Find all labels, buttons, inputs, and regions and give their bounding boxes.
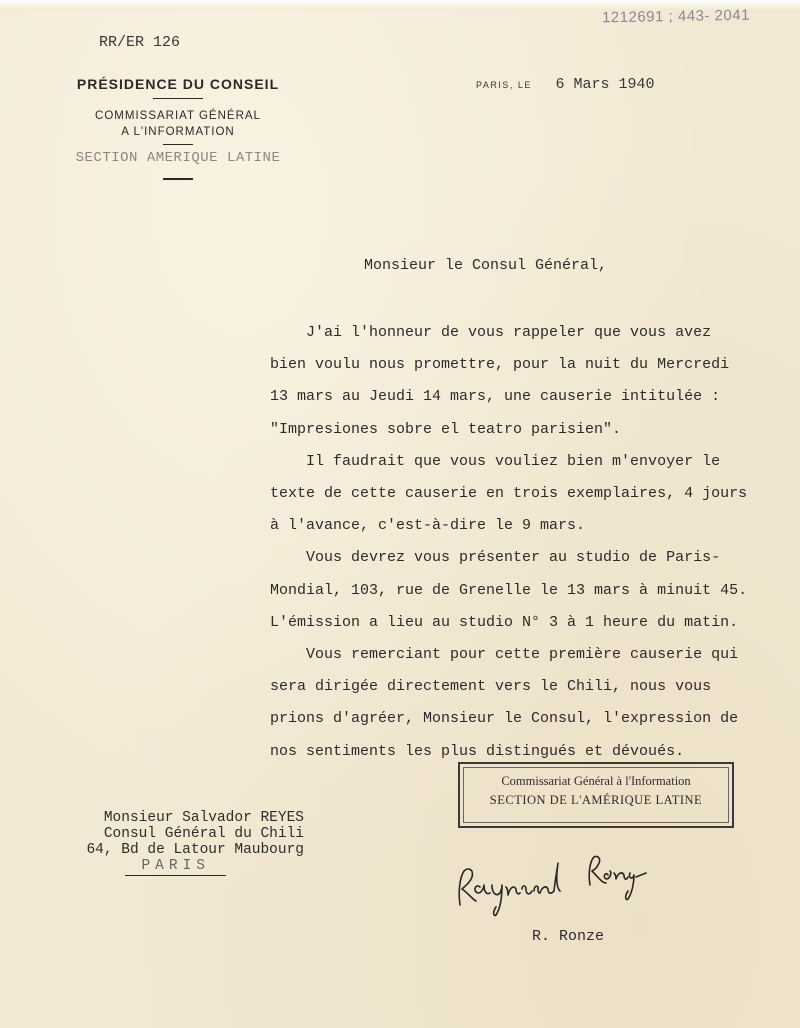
date-prefix: PARIS, LE: [476, 80, 532, 90]
letterhead-subtitle-1: COMMISSARIAT GÉNÉRAL: [95, 110, 261, 122]
stamp-line-1: Commissariat Général à l'Information: [501, 774, 691, 788]
stamp-line-2: SECTION DE L'AMÉRIQUE LATINE: [489, 793, 703, 807]
addressee-block: [59, 810, 304, 876]
letterhead-divider-3: [163, 178, 193, 180]
letterhead-section: SECTION AMERIQUE LATINE: [75, 150, 281, 166]
letterhead: [40, 76, 316, 180]
letterhead-title: PRÉSIDENCE DU CONSEIL: [76, 76, 280, 92]
archive-number: 1212691 ; 443- 2041: [601, 6, 751, 27]
letterhead-divider: [153, 98, 203, 99]
addressee-title: Consul Général du Chili: [103, 826, 304, 842]
official-stamp: [458, 762, 734, 828]
reference-code: RR/ER 126: [99, 34, 181, 51]
addressee-city: PARIS: [125, 858, 226, 876]
addressee-street: 64, Bd de Latour Maubourg: [86, 842, 304, 858]
date-line: [476, 75, 655, 93]
signer-name: R. Ronze: [532, 928, 605, 945]
letterhead-subtitle-2: A L'INFORMATION: [121, 126, 235, 138]
stamp-inner-border: [463, 767, 729, 823]
handwritten-signature: [452, 843, 672, 923]
letterhead-divider-2: [163, 144, 193, 145]
letter-body: J'ai l'honneur de vous rappeler que vous avez bien voulu nous promettre, pour la nuit du Mercredi 13 mars au Jeudi 14 mars, une causerie intitulée : "Impresiones sobre el teatro parisien". Il faudrait que vous vouliez bien m'envoyer le texte de cette causerie en trois exemplaires, 4 jours à l'avance, c'est-à-dire le 9 mars. Vous devrez vous présenter au studio de Paris- Mondial, 103, rue de Grenelle le 13 mars à minuit 45. L'émission a lieu au studio N° 3 à 1 heure du matin. Vous remerciant pour cette première causerie qui sera dirigée directement vers le Chili, nous vous prions d'agréer, Monsieur le Consul, l'expression de nos sentiments les plus distingués et dévoués.: [270, 324, 748, 760]
addressee-name: Monsieur Salvador REYES: [103, 810, 304, 826]
date-value: 6 Mars 1940: [555, 76, 655, 93]
salutation: Monsieur le Consul Général,: [364, 257, 608, 274]
